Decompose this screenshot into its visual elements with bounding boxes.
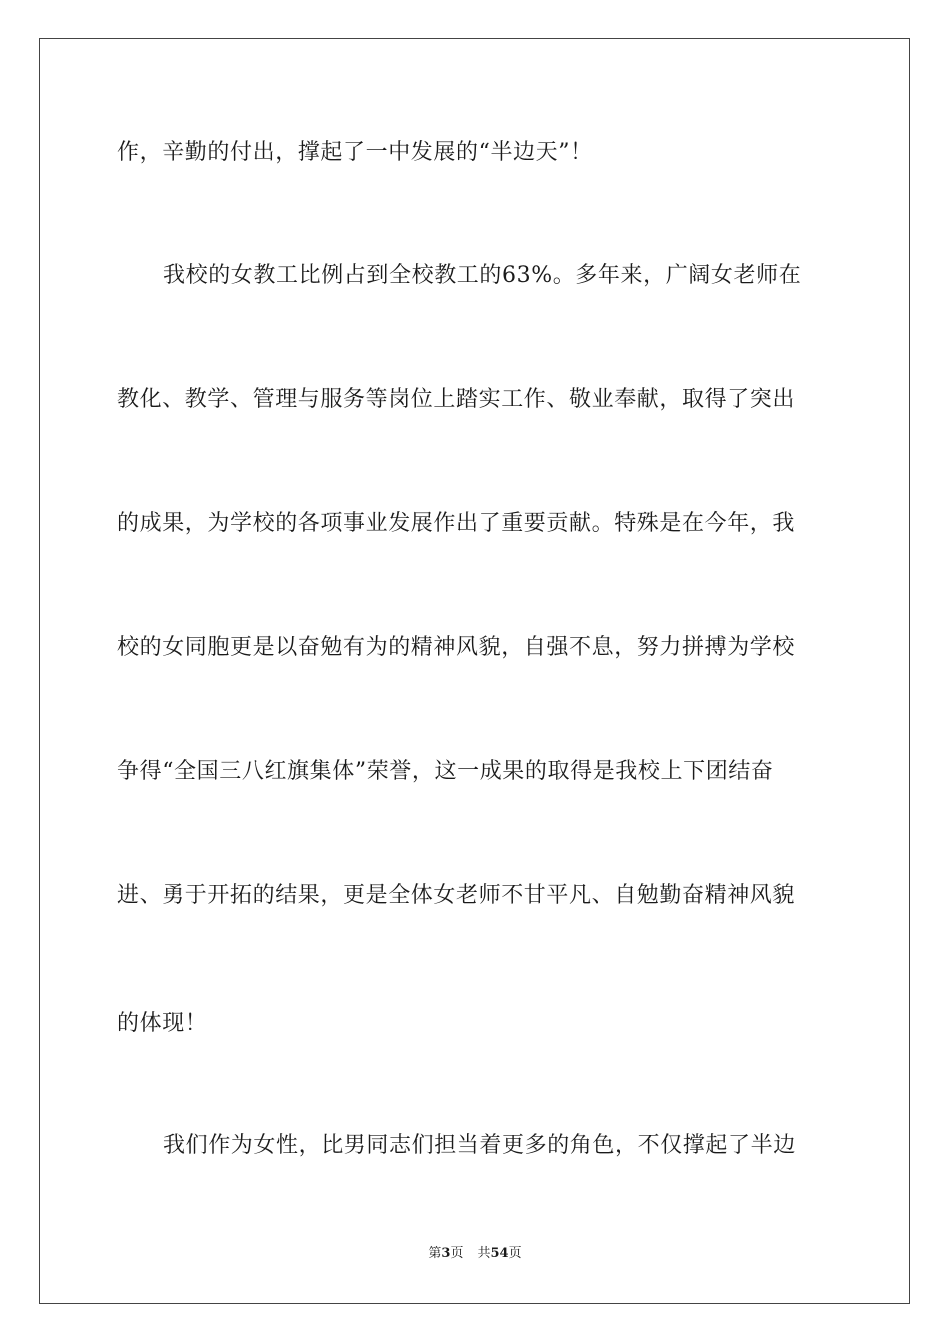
body-line-7: 进、勇于开拓的结果，更是全体女老师不甘平凡、自勉勤奋精神风貌 — [117, 883, 796, 908]
footer-total-pages: 54 — [490, 1246, 509, 1261]
body-line-8: 的体现！ — [117, 1011, 208, 1036]
footer-total-unit: 页 — [508, 1246, 522, 1261]
body-line-4: 的成果，为学校的各项事业发展作出了重要贡献。特殊是在今年，我 — [117, 511, 796, 536]
paragraph-start-line-9: 我们作为女性，比男同志们担当着更多的角色，不仅撑起了半边 — [163, 1133, 796, 1158]
body-line-1: 作，辛勤的付出，撑起了一中发展的“半边天”！ — [117, 140, 593, 165]
footer-page-prefix: 第 — [428, 1246, 442, 1261]
footer-current-page: 3 — [441, 1246, 451, 1261]
page-frame — [39, 38, 910, 1304]
body-line-3: 教化、教学、管理与服务等岗位上踏实工作、敬业奉献，取得了突出 — [117, 387, 796, 412]
page-footer — [0, 1245, 950, 1263]
footer-page-unit: 页 — [450, 1246, 464, 1261]
body-line-6: 争得“全国三八红旗集体”荣誉，这一成果的取得是我校上下团结奋 — [117, 759, 774, 784]
footer-total-prefix: 共 — [477, 1246, 491, 1261]
paragraph-start-line-2: 我校的女教工比例占到全校教工的63%。多年来，广阔女老师在 — [163, 263, 802, 288]
body-line-5: 校的女同胞更是以奋勉有为的精神风貌，自强不息，努力拼搏为学校 — [117, 635, 796, 660]
